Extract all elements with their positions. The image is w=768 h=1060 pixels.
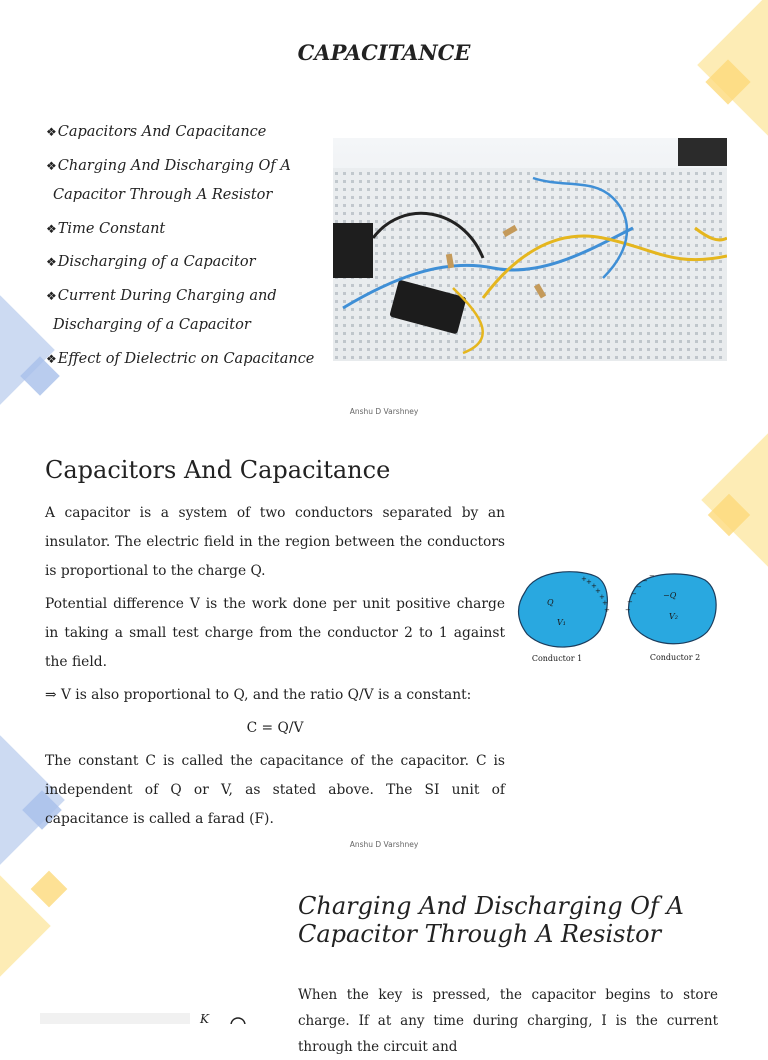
paragraph: Potential difference V is the work done per unit positive charge in taking a small test charge from the conductor 2 to 1 against the field. — [45, 596, 505, 670]
breadboard-photo — [333, 138, 727, 361]
formula: C = Q/V — [246, 720, 304, 736]
svg-text:−: − — [642, 577, 648, 585]
c1-potential-label: V₁ — [557, 618, 566, 627]
bullet-marker-icon: ❖ — [46, 288, 57, 303]
bullet-marker-icon: ❖ — [46, 125, 57, 139]
paragraph: The constant C is called the capacitance of the capacitor. C is independent of Q or V, as stated above. The SI unit of capacitance is called a farad (F). — [45, 753, 505, 827]
circuit-diagram — [40, 1005, 270, 1024]
svg-text:−: − — [649, 572, 655, 580]
svg-text:+: + — [595, 587, 601, 595]
paragraph: A capacitor is a system of two conductors separated by an insulator. The electric field in the region between the conductors is proportional to the charge Q. — [45, 505, 505, 579]
capacitance-text — [45, 499, 505, 838]
page-title: CAPACITANCE — [297, 40, 471, 65]
list-item: ❖Current During Charging and Discharging of a Capacitor — [46, 287, 277, 333]
section-title-charging: Charging And Discharging Of A Capacitor Through A Resistor — [298, 892, 684, 948]
list-item: ❖Charging And Discharging Of A Capacitor Through A Resistor — [46, 157, 291, 203]
svg-text:+: + — [586, 578, 592, 586]
footer-author: Anshu D Varshney — [349, 840, 419, 849]
conductor-2-label: Conductor 2 — [649, 653, 701, 662]
svg-text:−: − — [636, 583, 642, 591]
svg-text:−: − — [627, 598, 633, 606]
c2-charge-label: −Q — [663, 591, 677, 600]
list-item: ❖Capacitors And Capacitance — [46, 124, 267, 140]
svg-text:+: + — [591, 582, 597, 590]
list-item: ❖Effect of Dielectric on Capacitance — [46, 350, 315, 367]
conductor-1-label: Conductor 1 — [531, 654, 583, 663]
topic-list — [46, 118, 316, 378]
conductor-diagram — [515, 568, 725, 668]
svg-text:+: + — [604, 606, 610, 614]
paragraph: ⇒ V is also proportional to Q, and the ratio Q/V is a constant: — [45, 687, 472, 703]
key-label: K — [200, 1012, 209, 1024]
footer-author: Anshu D Varshney — [349, 407, 419, 416]
svg-text:+: + — [581, 575, 587, 583]
svg-text:+: + — [599, 593, 605, 601]
list-item: ❖Discharging of a Capacitor — [46, 254, 256, 270]
svg-text:+: + — [602, 599, 608, 607]
bullet-marker-icon: ❖ — [46, 221, 57, 236]
svg-text:−: − — [631, 590, 637, 598]
charging-text: When the key is pressed, the capacitor begins to store charge. If at any time during charging, I is the current through the circuit and — [298, 987, 718, 1055]
c1-charge-label: Q — [547, 598, 554, 607]
bullet-marker-icon: ❖ — [46, 255, 57, 269]
svg-text:−: − — [625, 606, 631, 614]
c2-potential-label: V₂ — [669, 612, 678, 621]
section-title-capacitors: Capacitors And Capacitance — [45, 456, 391, 484]
list-item: ❖Time Constant — [46, 220, 166, 237]
bullet-marker-icon: ❖ — [46, 351, 57, 366]
bullet-marker-icon: ❖ — [46, 158, 57, 173]
decor-diamond-yellow-bottom-left-small — [31, 871, 68, 908]
